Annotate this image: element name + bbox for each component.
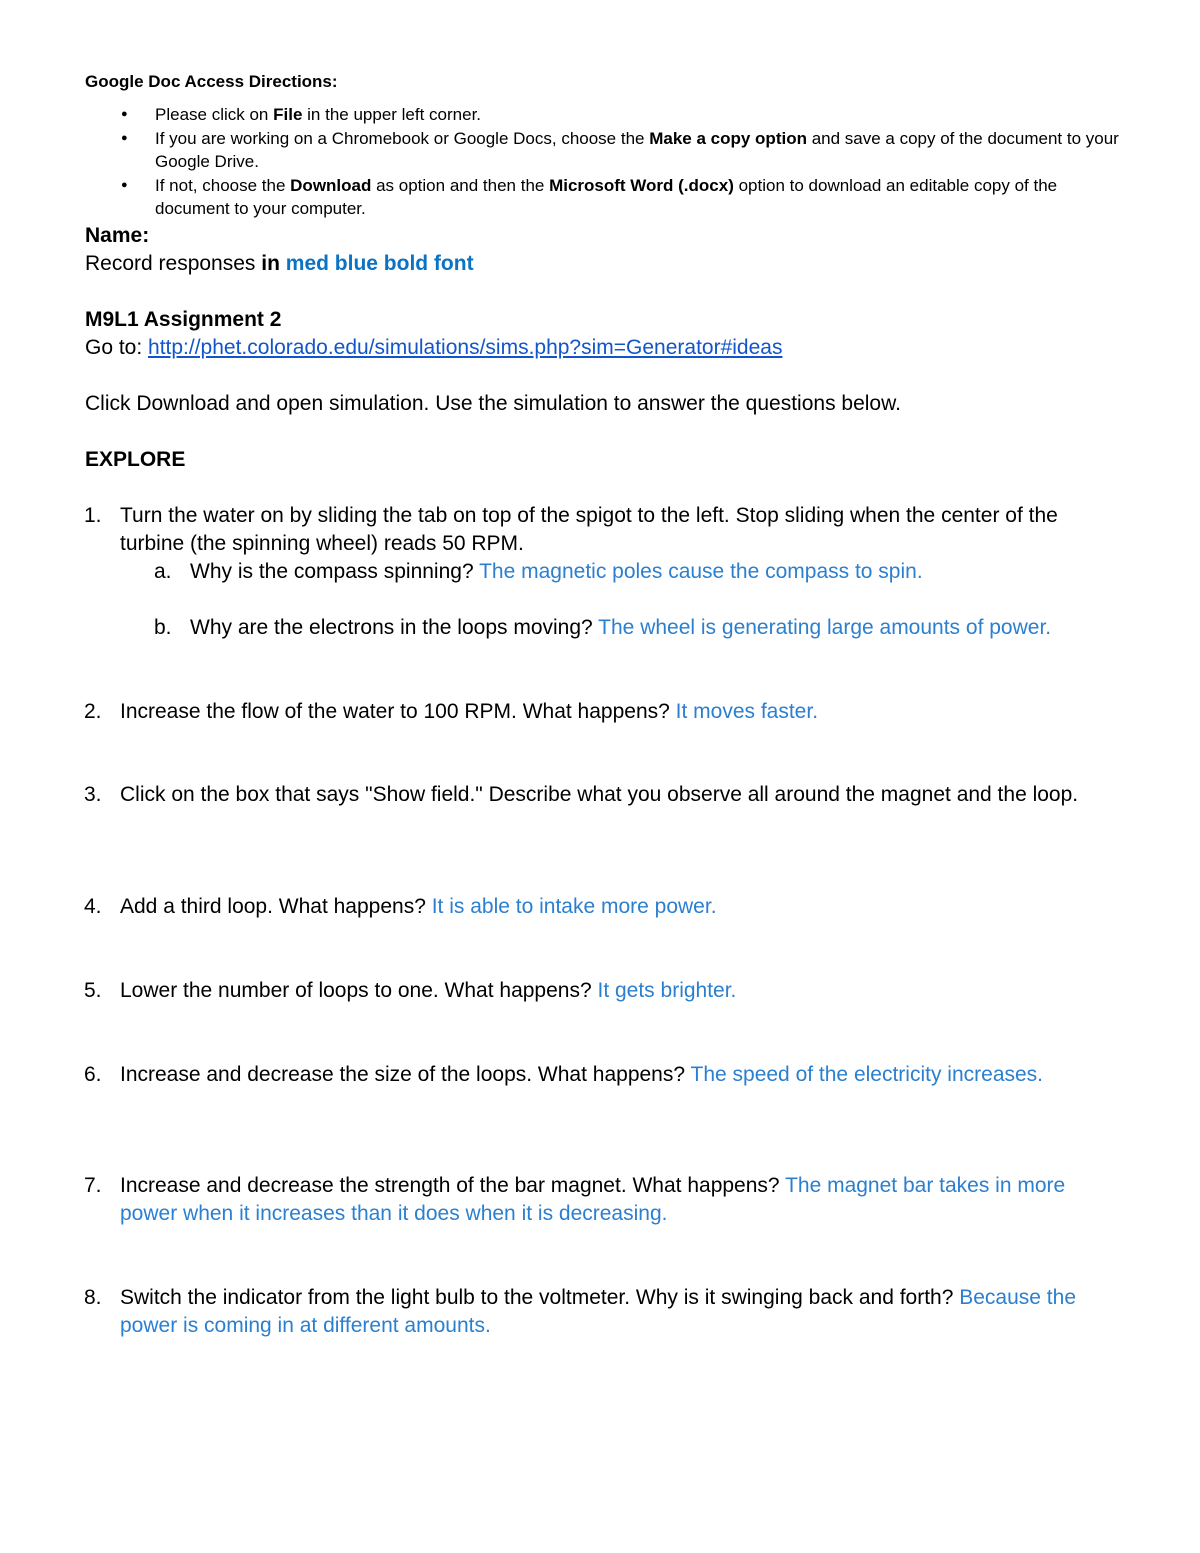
question-number: 8. — [84, 1286, 102, 1309]
question-text: Increase and decrease the strength of the bar magnet. What happens? — [120, 1174, 786, 1197]
question-text: Switch the indicator from the light bulb to the voltmeter. Why is it swinging back and forth? — [120, 1286, 960, 1309]
answer-text: The magnetic poles cause the compass to spin. — [479, 560, 923, 583]
question-number: 5. — [84, 979, 102, 1002]
question-text: Lower the number of loops to one. What happens? — [120, 979, 598, 1002]
answer-text: The speed of the electricity increases. — [690, 1063, 1044, 1086]
question-item — [84, 1172, 1120, 1228]
question-number: 3. — [84, 783, 102, 806]
directions-item — [155, 103, 1125, 127]
answer-text: Because the power is coming in at different amounts. — [120, 1286, 1077, 1337]
question-item — [84, 893, 1120, 921]
instruction-line: Click Download and open simulation. Use the simulation to answer the questions below. — [85, 392, 901, 415]
question-text: Turn the water on by sliding the tab on top of the spigot to the left. Stop sliding when the center of the turbine (the spinning wheel) reads 50 RPM. — [120, 504, 1058, 555]
sub-question-letter: b. — [154, 616, 172, 639]
question-number: 2. — [84, 700, 102, 723]
goto-line — [85, 334, 782, 362]
record-text: Record responses — [85, 252, 262, 275]
directions-text: as option and then the — [371, 175, 550, 195]
sub-question-letter: a. — [154, 560, 172, 583]
question-item — [84, 698, 1120, 726]
question-item — [84, 1061, 1060, 1089]
directions-list — [155, 103, 1125, 221]
question-text: Add a third loop. What happens? — [120, 895, 432, 918]
simulation-link[interactable]: http://phet.colorado.edu/simulations/sims.php?sim=Generator#ideas — [148, 336, 783, 359]
sub-question-text: Why are the electrons in the loops moving? — [190, 616, 599, 639]
sub-question-text: Why is the compass spinning? — [190, 560, 480, 583]
goto-label: Go to: — [85, 336, 149, 359]
question-item — [84, 781, 1120, 809]
sub-question-item — [154, 558, 1120, 586]
question-text: Increase and decrease the size of the loops. What happens? — [120, 1063, 691, 1086]
section-heading-explore: EXPLORE — [85, 448, 186, 471]
answer-text: It moves faster. — [675, 700, 819, 723]
directions-text: and save a copy of the document to your Google Drive. — [155, 128, 1119, 171]
directions-text: If you are working on a Chromebook or Google Docs, choose the — [155, 128, 650, 148]
directions-heading: Google Doc Access Directions: — [85, 72, 338, 91]
assignment-title: M9L1 Assignment 2 — [85, 308, 282, 331]
directions-text: Please click on — [155, 105, 274, 124]
name-label: Name: — [85, 224, 150, 247]
question-number: 6. — [84, 1063, 102, 1086]
directions-text: If not, choose the — [155, 175, 291, 195]
directions-item — [155, 127, 1125, 174]
question-number: 7. — [84, 1174, 102, 1197]
directions-text: option to download an editable copy of the document to your computer. — [155, 175, 1058, 218]
question-item — [84, 977, 1120, 1005]
question-item — [84, 1284, 1120, 1340]
question-text: Click on the box that says "Show field." Describe what you observe all around the magnet and the loop. — [120, 783, 1079, 806]
record-blue-text: med blue bold font — [285, 252, 474, 275]
directions-bold-text: Download — [290, 175, 372, 195]
directions-bold-text: Make a copy option — [649, 128, 807, 148]
question-text: Increase the flow of the water to 100 RPM. What happens? — [120, 700, 676, 723]
answer-text: It is able to intake more power. — [431, 895, 717, 918]
directions-text: in the upper left corner. — [302, 105, 482, 124]
answer-text: It gets brighter. — [597, 979, 737, 1002]
sub-question-item — [154, 614, 1090, 642]
directions-bold-text: Microsoft Word (.docx) — [549, 175, 734, 195]
record-bold-text: in — [261, 252, 286, 275]
question-number: 4. — [84, 895, 102, 918]
question-number: 1. — [84, 504, 102, 527]
record-responses-line — [85, 250, 474, 278]
answer-text: The wheel is generating large amounts of power. — [598, 616, 1052, 639]
answer-text: The magnet bar takes in more power when it increases than it does when it is decreasing. — [120, 1174, 1066, 1225]
directions-bold-text: File — [273, 105, 303, 124]
question-item — [84, 502, 1120, 558]
directions-item — [155, 174, 1125, 221]
